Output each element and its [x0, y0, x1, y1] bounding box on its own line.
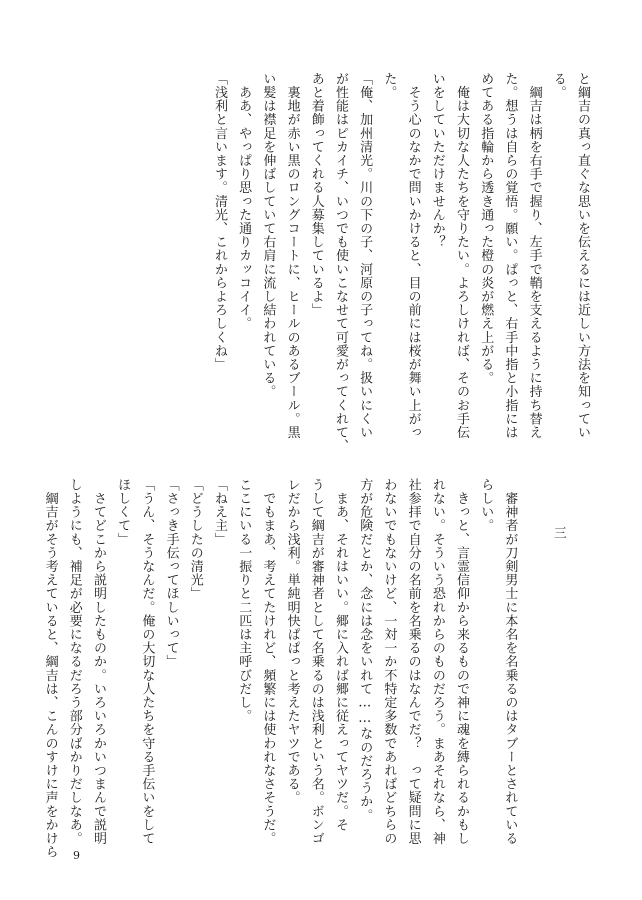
text-line: 「うん、そうなんだ。俺の大切な人たちを守る手伝いをして — [139, 478, 155, 846]
text-line: 「どうしたの清光」 — [187, 478, 203, 601]
text-line: 「浅利と言います。清光、これからよろしくね」 — [211, 72, 227, 372]
text-line: 俺は大切な人たちを守りたい。よろしければ、そのお手伝 — [453, 72, 469, 440]
text-line: ほしくて」 — [115, 478, 131, 546]
text-line: 「俺、加州清光。川の下の子、河原の子ってね。扱いにくい — [357, 72, 373, 440]
text-line: レだから浅利。単純明快ぱぱっと考えたヤツである。 — [284, 478, 300, 805]
text-line: 綱吉がそう考えていると、綱吉は、こんのすけに声をかけら — [42, 478, 58, 859]
text-line: さてどこから説明したものか。いろいろかいつまんで説明 — [90, 478, 106, 846]
page-number: 9 — [73, 849, 80, 862]
text-line: わないでもないけど、一対一か不特定多数であればどちらの — [381, 478, 397, 846]
text-line: まあ、それはいい。郷に入れば郷に従えってヤツだ。そ — [333, 478, 348, 832]
text-line: めてある指輪から透き通った橙の炎が燃え上がる。 — [478, 72, 494, 385]
text-line: 社参拝で自分の名前を名乗るのはなんでだ？ って疑問に思 — [405, 478, 421, 846]
lower-text-block — [37, 478, 594, 859]
text-line: れない。そういう恐れからのものだろう。まあそれなら、神 — [429, 478, 445, 846]
upper-text-block — [207, 72, 594, 453]
text-line: た。 — [381, 72, 397, 100]
text-line: 「ねえ主」 — [211, 478, 227, 546]
section-heading: 三 — [550, 526, 566, 540]
text-line: 綱吉は柄を右手で握り、左手で鞘を支えるように持ち替え — [526, 72, 542, 440]
text-line: 方が危険だとか、念には念をいれて……なのだろうか。 — [357, 478, 373, 822]
text-line: いをしていただけませんか？ — [429, 72, 445, 249]
text-line: 裏地が赤い黒のロングコートに、ヒールのあるブール。黒 — [284, 72, 300, 440]
text-line: が性能はピカイチ、いつでも使いこなせて可愛がってくれて、 — [332, 72, 348, 453]
text-line: うして綱吉が審神者として名乗るのは浅利という名。ボンゴ — [308, 478, 324, 846]
text-line: きっと、言霊信仰から来るもので神に魂を縛られるかもし — [454, 478, 470, 846]
text-line: しようにも、補足が必要になるだろう部分ばかりだしなあ。 — [66, 478, 82, 846]
blank-line — [570, 478, 594, 838]
text-line: らしい。 — [478, 478, 494, 533]
text-line: でもまあ、考えてたけれど、頻繁には使われなさそうだ。 — [260, 478, 276, 846]
text-line: ここにいる一振りと二匹は主呼びだし。 — [236, 478, 252, 723]
text-line: い髪は襟足を伸ばしていて右肩に流し結われている。 — [260, 72, 276, 399]
blank-line — [521, 478, 545, 838]
text-line: る。 — [550, 72, 566, 100]
text-line: と綱吉の真っ直ぐな思いを伝えるには近しい方法を知ってい — [575, 72, 590, 440]
text-line: た。想うは自らの覚悟。願い。ぱっと、右手中指と小指には — [502, 72, 518, 440]
text-line: ああ、やっぱり思った通りカッコイイ。 — [236, 72, 252, 331]
text-line: 審神者が刀剣男士に本名を名乗るのはタブーとされている — [502, 478, 518, 846]
text-line: あと着飾ってくれる人募集しているよ」 — [308, 72, 324, 317]
text-line: 「さっき手伝ってほしいって」 — [163, 478, 179, 669]
text-line: そう心のなかで問いかけると、目の前には桜が舞い上がっ — [405, 72, 421, 440]
